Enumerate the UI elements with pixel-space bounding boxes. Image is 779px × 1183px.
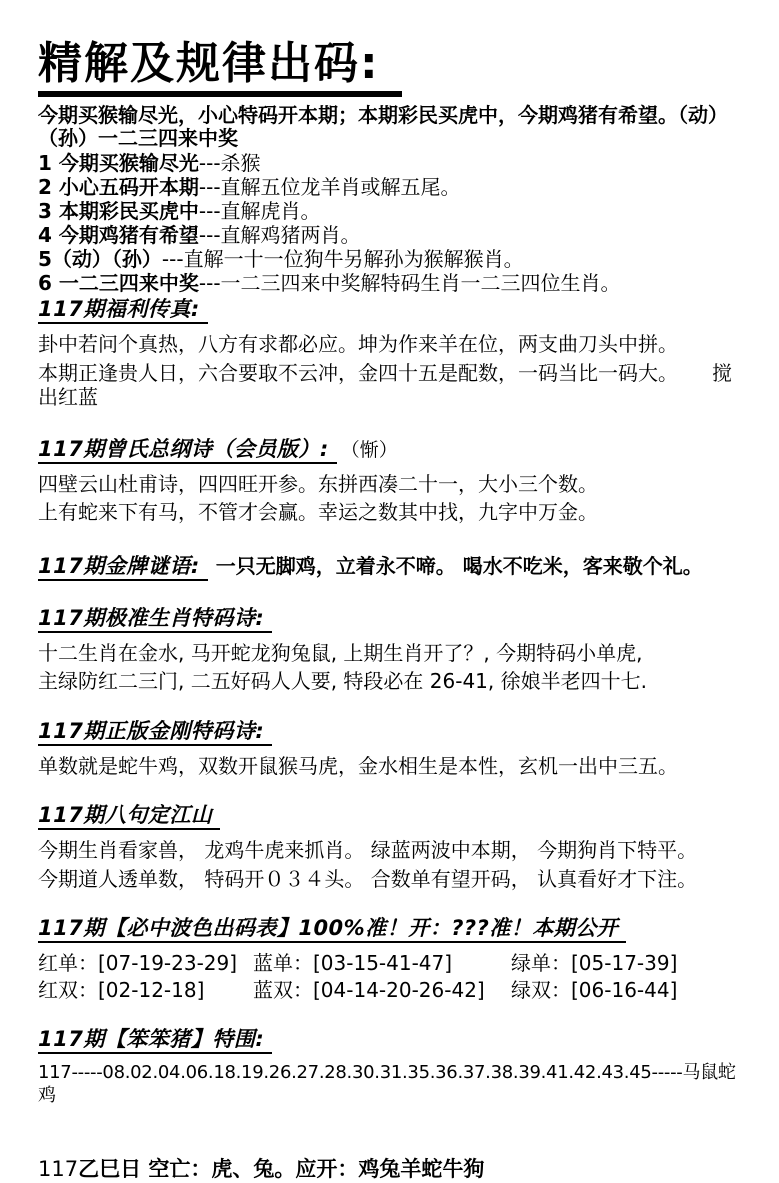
wave-label: 蓝双： — [253, 978, 313, 1003]
rule-lead: 4 今期鸡猪有希望 — [38, 222, 199, 247]
wave-label: 红单： — [38, 951, 98, 976]
section-line: 单数就是蛇牛鸡，双数开鼠猴马虎，金水相生是本性，玄机一出中三五。 — [38, 753, 678, 778]
section-heading: 117期正版金刚特码诗: — [38, 719, 272, 746]
section-heading-row — [38, 719, 751, 746]
rule-lead: 6 一二三四来中奖 — [38, 271, 199, 296]
intro-paragraph — [38, 104, 751, 151]
footer-period: 117 — [38, 1157, 79, 1182]
side-note: 搅出红蓝 — [38, 360, 732, 410]
section-heading-row — [38, 550, 751, 581]
section-heading: 117期曾氏总纲诗（会员版）: — [38, 437, 337, 464]
wave-label: 红双： — [38, 978, 98, 1003]
rule-rest: ---直解一十一位狗牛另解孙为猴解猴肖。 — [161, 247, 524, 272]
section-jizhun-shengxiao-shi — [38, 606, 751, 694]
rule-lead: 2 小心五码开本期 — [38, 174, 199, 199]
section-jingang-tema-shi — [38, 719, 751, 779]
section-line — [38, 361, 751, 410]
footer-line — [38, 1153, 751, 1183]
section-heading-row — [38, 803, 751, 830]
wave-value: [07-19-23-29] — [98, 951, 238, 976]
section-line-text: 本期正逢贵人日，六合要取不云冲，金四十五是配数，一码当比一码大。 — [38, 360, 678, 385]
section-line: 卦中若问个真热，八方有求都必应。坤为作来羊在位，两支曲刀头中拼。 — [38, 332, 678, 357]
section-heading: 117期八句定江山 — [38, 803, 220, 830]
section-zengshi-zonggangshi — [38, 435, 751, 525]
page-title-text: 精解及规律出码: — [38, 40, 402, 97]
section-line: 主绿防红二三门, 二五好码人人要, 特段必在 26-41, 徐娘半老四十七. — [38, 669, 647, 694]
intro-line-1: 今期买猴输尽光，小心特码开本期；本期彩民买虎中，今期鸡猪有希望。（动） — [38, 102, 728, 127]
rule-item-2 — [38, 175, 751, 199]
page-title — [38, 40, 751, 97]
section-heading: 117期【笨笨猪】特围: — [38, 1027, 272, 1054]
section-benbenzhu-tewei — [38, 1027, 751, 1107]
wave-value: [04-14-20-26-42] — [313, 978, 485, 1003]
section-heading-row — [38, 435, 751, 464]
section-heading: 117期极准生肖特码诗: — [38, 606, 272, 633]
section-line: 四壁云山杜甫诗，四四旺开参。东拼西凑二十一，大小三个数。 — [38, 471, 598, 496]
section-heading-row — [38, 606, 751, 633]
section-line: 今期生肖看家兽， 龙鸡牛虎来抓肖。 绿蓝两波中本期， 今期狗肖下特平。 — [38, 838, 698, 863]
wave-value: [06-16-44] — [571, 978, 678, 1003]
rule-lead: 3 本期彩民买虎中 — [38, 198, 199, 223]
rule-item-3 — [38, 199, 751, 223]
wave-cell-red-even — [38, 978, 253, 1002]
rule-item-1 — [38, 151, 751, 175]
wave-color-table — [38, 951, 751, 1002]
rule-item-5 — [38, 247, 751, 271]
special-numbers-line: 117-----08.02.04.06.18.19.26.27.28.30.31.35.36.37.38.39.41.42.43.45-----马鼠蛇鸡 — [38, 1062, 736, 1106]
section-fuli-chuanzhen — [38, 297, 751, 409]
rule-rest: ---直解鸡猪两肖。 — [198, 222, 361, 247]
footer-text: 乙巳日 空亡：虎、兔。应开：鸡兔羊蛇牛狗 — [78, 1157, 485, 1182]
wave-value: [05-17-39] — [571, 951, 678, 976]
rule-lead: 1 今期买猴输尽光 — [38, 150, 199, 175]
wave-cell-blue-odd — [253, 951, 511, 975]
wave-value: [02-12-18] — [98, 978, 205, 1003]
rule-rest: ---直解五位龙羊肖或解五尾。 — [198, 174, 461, 199]
section-bose-chuma-biao — [38, 916, 751, 1002]
rule-rest: ---一二三四来中奖解特码生肖一二三四位生肖。 — [198, 271, 621, 296]
rule-lead: 5（动）（孙） — [38, 247, 162, 272]
section-heading: 117期福利传真: — [38, 297, 208, 324]
wave-label: 绿单： — [511, 951, 571, 976]
riddle-text: 一只无脚鸡，立着永不啼。 喝水不吃米，客来敬个礼。 — [215, 553, 703, 578]
rule-item-6 — [38, 271, 751, 295]
rule-rest: ---杀猴 — [198, 150, 261, 175]
wave-cell-red-odd — [38, 951, 253, 975]
section-heading: 117期【必中波色出码表】100%准！开：???准！本期公开 — [38, 916, 626, 943]
rule-rest: ---直解虎肖。 — [198, 198, 321, 223]
intro-line-2: （孙）一二三四来中奖 — [38, 126, 238, 151]
section-heading: 117期金牌谜语: — [38, 554, 208, 581]
section-heading-row — [38, 1027, 751, 1054]
section-jinpai-miyu — [38, 550, 751, 581]
wave-label: 绿双： — [511, 978, 571, 1003]
wave-cell-blue-even — [253, 978, 511, 1002]
section-baju-dingjiangshan — [38, 803, 751, 891]
section-line: 今期道人透单数， 特码开０３４头。 合数单有望开码， 认真看好才下注。 — [38, 866, 698, 891]
section-heading-row — [38, 916, 751, 943]
section-heading-row — [38, 297, 751, 324]
section-line: 上有蛇来下有马，不管才会赢。幸运之数其中找，九字中万金。 — [38, 500, 598, 525]
wave-cell-green-even — [511, 978, 751, 1002]
wave-value: [03-15-41-47] — [313, 951, 453, 976]
section-line: 十二生肖在金水, 马开蛇龙狗兔鼠, 上期生肖开了？, 今期特码小单虎, — [38, 640, 643, 665]
rule-item-4 — [38, 223, 751, 247]
wave-label: 蓝单： — [253, 951, 313, 976]
rules-list — [38, 151, 751, 296]
wave-cell-green-odd — [511, 951, 751, 975]
heading-suffix: （惭） — [340, 438, 398, 461]
